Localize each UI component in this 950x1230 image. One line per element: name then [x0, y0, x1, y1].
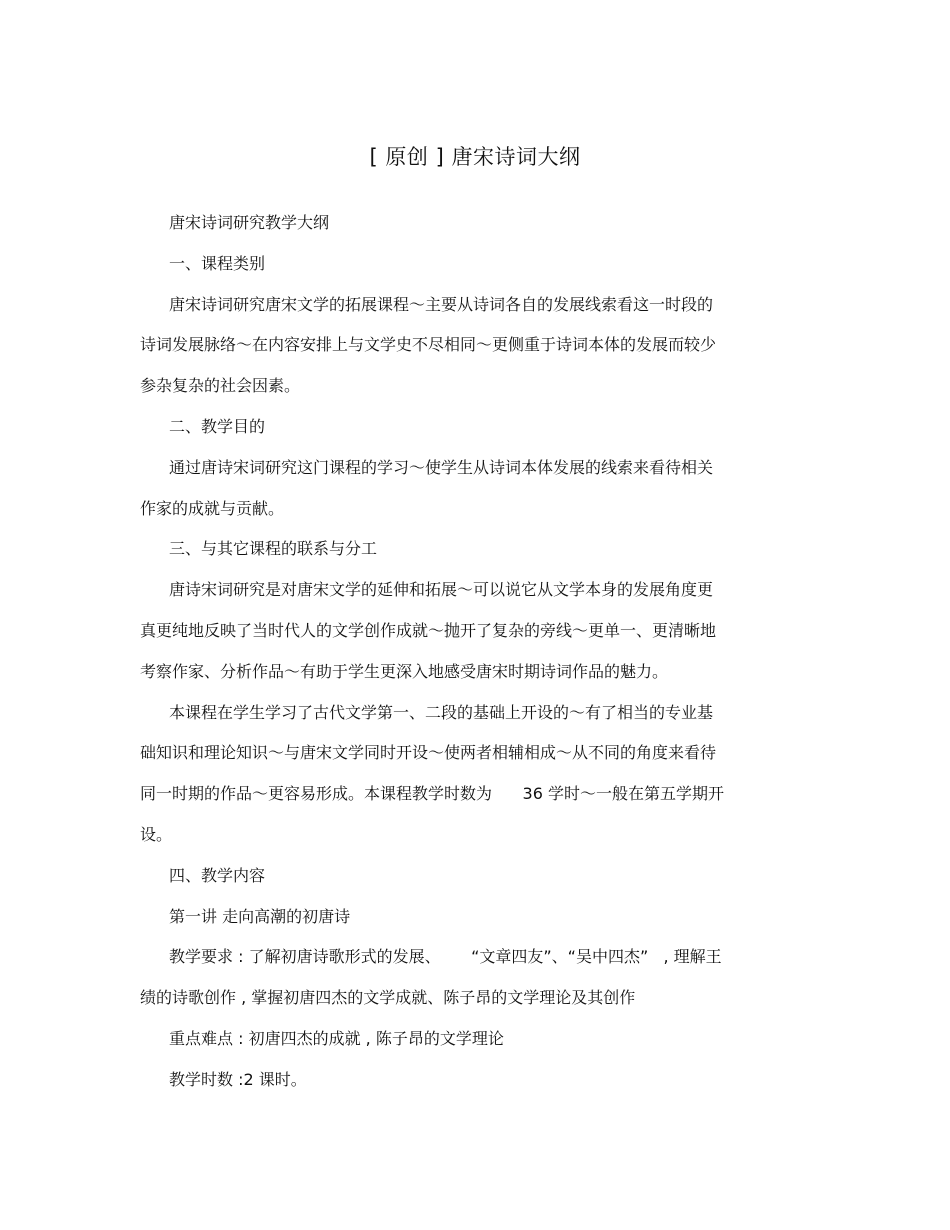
document-heading: 唐宋诗词研究教学大纲	[169, 213, 330, 232]
text-line: 础知识和理论知识～与唐宋文学同时开设～使两者相辅相成～从不同的角度来看待	[140, 743, 717, 763]
paragraph-teaching-goal	[140, 448, 800, 530]
text-line: 设。	[140, 824, 173, 844]
text-line: 唐诗宋词研究是对唐宋文学的延伸和拓展～可以说它从文学本身的发展角度更	[169, 580, 714, 600]
document-body	[140, 203, 800, 1101]
lecture-title: 第一讲 走向高潮的初唐诗	[169, 906, 351, 926]
paragraph-course-relations-2	[140, 693, 800, 856]
text-line: 作家的成就与贡献。	[140, 498, 285, 518]
document-title: [ 原创 ] 唐宋诗词大纲	[369, 145, 581, 169]
text-line: 诗词发展脉络～在内容安排上与文学史不尽相同～更侧重于诗词本体的发展而较少	[140, 335, 717, 355]
text-line: 本课程在学生学习了古代文学第一、二段的基础上开设的～有了相当的专业基	[169, 702, 714, 722]
text-line: 参杂复杂的社会因素。	[140, 376, 301, 396]
section-heading-teaching-goal: 二、教学目的	[169, 416, 266, 436]
paragraph-teaching-requirements	[140, 937, 800, 1019]
text-line: 同一时期的作品～更容易形成。本课程教学时数为 36 学时～一般在第五学期开	[140, 784, 724, 804]
paragraph-course-relations-1	[140, 570, 800, 692]
paragraph-course-type	[140, 285, 800, 407]
text-line: 唐宋诗词研究唐宋文学的拓展课程～主要从诗词各自的发展线索看这一时段的	[169, 294, 714, 314]
text-line: 真更纯地反映了当时代人的文学创作成就～抛开了复杂的旁线～更单一、更清晰地	[140, 620, 717, 640]
section-heading-course-type: 一、课程类别	[169, 253, 266, 273]
text-line: 通过唐诗宋词研究这门课程的学习～使学生从诗词本体发展的线索来看待相关	[169, 457, 714, 477]
section-heading-teaching-content: 四、教学内容	[169, 865, 266, 885]
paragraph-teaching-hours: 教学时数 :2 课时。	[169, 1069, 307, 1089]
paragraph-key-points: 重点难点 : 初唐四杰的成就 , 陈子昂的文学理论	[169, 1028, 504, 1048]
text-line: 考察作家、分析作品～有助于学生更深入地感受唐宋时期诗词作品的魅力。	[140, 661, 669, 681]
text-line: 绩的诗歌创作 , 掌握初唐四杰的文学成就、陈子昂的文学理论及其创作	[140, 988, 636, 1008]
section-heading-course-relations: 三、与其它课程的联系与分工	[169, 539, 378, 559]
text-line: 教学要求 : 了解初唐诗歌形式的发展、 “文章四友”、“吴中四杰” , 理解王	[169, 947, 722, 967]
